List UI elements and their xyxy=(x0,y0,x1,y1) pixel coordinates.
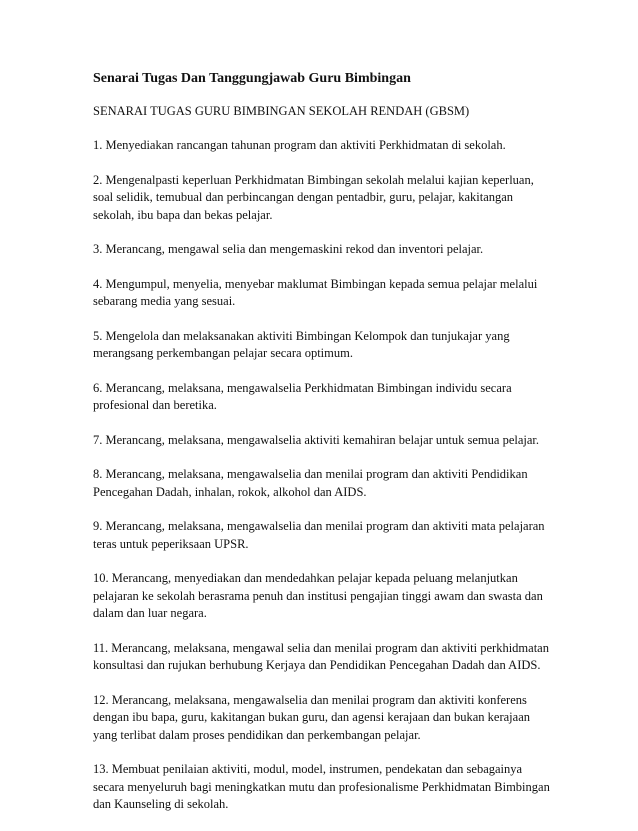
list-item: 4. Mengumpul, menyelia, menyebar maklumat Bimbingan kepada semua pelajar melalui sebarang media yang sesuai. xyxy=(93,276,538,308)
list-item: 2. Mengenalpasti keperluan Perkhidmatan Bimbingan sekolah melalui kajian keperluan, soal selidik, temubual dan perbincangan dengan pentadbir, guru, pelajar, kakitangan sekolah, ibu bapa dan bekas pelajar. xyxy=(93,172,534,222)
list-item: 8. Merancang, melaksana, mengawalselia dan menilai program dan aktiviti Pendidikan Pencegahan Dadah, inhalan, rokok, alkohol dan AIDS. xyxy=(93,467,528,499)
document-page xyxy=(93,70,555,831)
list-item: 1. Menyediakan rancangan tahunan program dan aktiviti Perkhidmatan di sekolah. xyxy=(93,138,506,152)
list-item: 5. Mengelola dan melaksanakan aktiviti Bimbingan Kelompok dan tunjukajar yang merangsang perkembangan pelajar secara optimum. xyxy=(93,328,510,360)
list-item: 6. Merancang, melaksana, mengawalselia Perkhidmatan Bimbingan individu secara profesional dan beretika. xyxy=(93,380,512,412)
list-item: 11. Merancang, melaksana, mengawal selia dan menilai program dan aktiviti perkhidmatan konsultasi dan rujukan berhubung Kerjaya dan Pendidikan Pencegahan Dadah dan AIDS. xyxy=(93,640,549,672)
list-item: 7. Merancang, melaksana, mengawalselia aktiviti kemahiran belajar untuk semua pelajar. xyxy=(93,432,540,447)
document-subtitle: SENARAI TUGAS GURU BIMBINGAN SEKOLAH RENDAH (GBSM) xyxy=(93,104,470,118)
list-item: 13. Membuat penilaian aktiviti, modul, model, instrumen, pendekatan dan sebagainya secara menyeluruh bagi meningkatkan mutu dan profesionalisme Perkhidmatan Bimbingan dan Kaunseling di sekolah. xyxy=(93,762,550,811)
document-title: Senarai Tugas Dan Tanggungjawab Guru Bimbingan xyxy=(93,71,411,86)
list-item: 3. Merancang, mengawal selia dan mengemaskini rekod dan inventori pelajar. xyxy=(93,242,484,256)
list-item: 12. Merancang, melaksana, mengawalselia dan menilai program dan aktiviti konferens dengan ibu bapa, guru, kakitangan bukan guru, dan agensi kerajaan dan bukan kerajaan yang terlibat dalam proses pendidikan dan perkembangan pelajar. xyxy=(93,692,530,742)
list-item: 10. Merancang, menyediakan dan mendedahkan pelajar kepada peluang melanjutkan pelajaran ke sekolah berasrama penuh dan institusi pengajian tinggi awam dan swasta dan dalam dan luar negara. xyxy=(93,571,543,620)
list-item: 9. Merancang, melaksana, mengawalselia dan menilai program dan aktiviti mata pelajaran teras untuk peperiksaan UPSR. xyxy=(93,519,545,551)
